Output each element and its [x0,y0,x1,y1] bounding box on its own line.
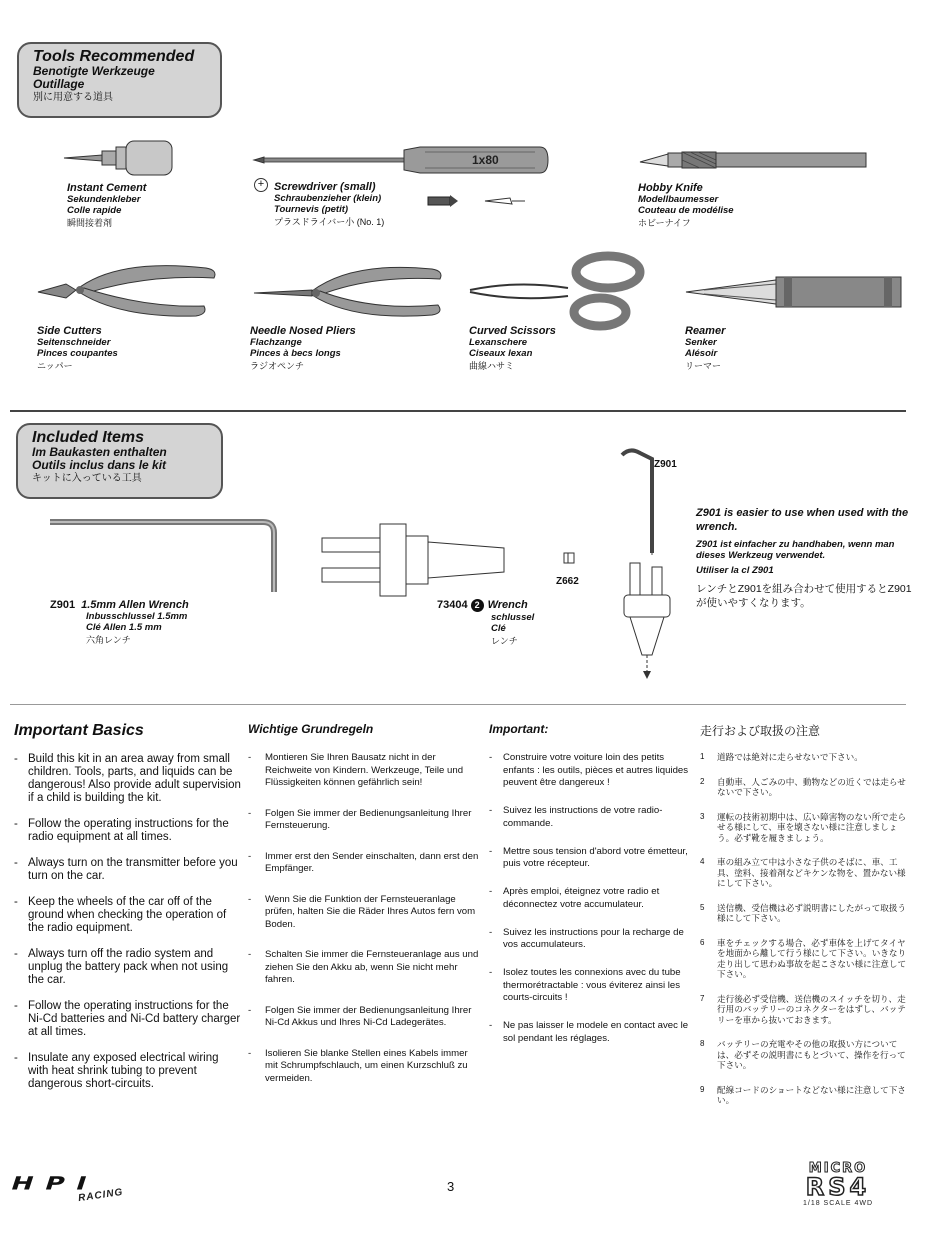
basics-japanese [700,722,910,1120]
list-item: - Wenn Sie die Funktion der Fernsteueranlage prüfen, halten Sie die Räder Ihres Autos fern vom Boden. [248,894,480,932]
basics-list [14,753,242,1091]
instant-cement-illustration [62,138,177,180]
item-name-jp: 六角レンチ [86,635,131,645]
tool-name-jp: 曲線ハサミ [469,361,515,371]
tool-name-de: Sekundenkleber [67,194,141,205]
list-item: - Montieren Sie Ihren Bausatz nicht in der Reichweite von Kindern. Werkzeuge, Teile und Flüssigkeiten können gefährlich sein! [248,752,480,790]
tool-name: Hobby Knife [638,182,703,194]
part-number: Z901 [50,599,76,611]
tool-name-fr: Pinces à becs longs [250,348,341,359]
tool-name-de: Modellbaumesser [638,194,719,205]
tool-name-fr: Alésoir [685,348,718,359]
z662-label: Z662 [556,576,579,587]
note-de: Z901 ist einfacher zu handhaben, wenn man dieses Werkzeug verwendet. [696,539,895,561]
item-name-jp: レンチ [491,636,518,646]
list-item: - Suivez les instructions de votre radio-commande. [489,805,689,830]
tool-instant-cement [67,182,146,229]
list-item: - Suivez les instructions pour la recharge de vos accumulateurs. [489,927,689,952]
list-item: - Folgen Sie immer der Bedienungsanleitung Ihrer Ni-Cd Akkus und Ihres Ni-Cd Ladegerätes. [248,1005,480,1030]
basics-english [14,722,242,1104]
model-code-text: RS4 [805,1173,871,1201]
list-item: - Construire votre voiture loin des petits enfants : les outils, pièces et autres liquides peuvent être dangereux ! [489,752,689,790]
tools-header-jp: 別に用意する道具 [33,92,113,103]
list-item: 5 送信機、受信機は必ず説明書にしたがって取扱う様にして下さい。 [700,903,910,924]
list-item: 8 バッテリーの充電やその他の取扱い方については、必ずその説明書にもとづいて、操作を行って下さい。 [700,1039,910,1071]
needle-nose-pliers-illustration [252,257,447,327]
basics-german [248,722,480,1103]
basics-list [489,752,689,1045]
item-name-fr: Clé Allen 1.5 mm [86,622,162,633]
list-item: - Always turn off the radio system and unplug the battery pack when not using the car. [14,948,242,987]
assembly-illustration [612,445,692,680]
item-name: 1.5mm Allen Wrench [81,599,189,611]
list-item: 9 配線コードのショートなどない様に注意して下さい。 [700,1085,910,1106]
included-header [16,423,223,499]
tools-header-title: Tools Recommended [33,48,195,65]
z901-assembly-label: Z901 [654,459,677,470]
tool-name-de: Seitenschneider [37,337,111,348]
tool-name: Reamer [685,325,726,337]
list-item: - Build this kit in an area away from small children. Tools, parts, and liquids can be dangerous! Also provide adult supervision if a child is building the kit. [14,753,242,805]
tool-curved-scissors [469,325,556,372]
list-item: - Isolez toutes les connexions avec du tube thermorétractable : vous éviterez ainsi les courts-circuits ! [489,967,689,1005]
section-divider [10,410,906,412]
tool-side-cutters [37,325,118,372]
list-item: - Mettre sous tension d'abord votre émetteur, puis votre récepteur. [489,846,689,871]
list-item: 7 走行後必ず受信機、送信機のスイッチを切り、走行用のバッテリーのコネクターをはずし、バッテリーを車から抜いておきます。 [700,994,910,1026]
tool-name-jp: ニッパー [37,361,73,371]
wrench-illustration [318,520,508,600]
hpi-logo-text: HPI [8,1173,102,1195]
part-number: 73404 [437,599,468,611]
included-allen-wrench [50,599,189,646]
tool-name-jp: リーマー [685,361,722,371]
tool-name-jp: 瞬間接着剤 [67,218,113,228]
tool-name: Curved Scissors [469,325,556,337]
z662-part-illustration [562,551,576,565]
list-item: - Follow the operating instructions for the Ni-Cd batteries and Ni-Cd battery charger at all times. [14,1000,242,1039]
tool-hobby-knife [638,182,734,229]
tool-name-de: Flachzange [250,337,302,348]
tool-name-de: Schraubenzieher (klein) [274,193,382,204]
tool-name-de: Lexanschere [469,337,528,348]
list-item: - Insulate any exposed electrical wiring with heat shrink tubing to prevent dangerous short-circuits. [14,1052,242,1091]
list-item: 4 車の組み立て中は小さな子供のそばに、車、工具、塗料、接着剤などキケンな物を、置かない様にして下さい。 [700,857,910,889]
hobby-knife-illustration [638,148,870,172]
list-item: - Schalten Sie immer die Fernsteueranlage aus und ziehen Sie den Akku ab, wenn Sie nicht mehr fahren. [248,949,480,987]
tool-name-jp: ラジオペンチ [250,361,305,371]
included-header-jp: キットに入っている工具 [32,473,142,484]
tool-name-fr: Tournevis (petit) [274,204,349,215]
included-header-de: Im Baukasten enthalten [32,445,167,459]
model-micro-text: MICRO [808,1161,868,1176]
tool-name: Needle Nosed Pliers [250,325,356,337]
z901-usage-note [696,506,916,610]
basics-title: 走行および取扱の注意 [700,724,821,738]
allen-wrench-illustration [48,516,283,596]
tool-needle-nose-pliers [250,325,356,372]
tool-name-fr: Colle rapide [67,205,122,216]
tools-header [17,42,222,118]
section-divider [10,704,906,705]
item-name-de: schlussel [491,612,535,623]
included-header-fr: Outils inclus dans le kit [32,458,167,472]
list-item: 2 自動車、人ごみの中、動物などの近くでは走らせないで下さい。 [700,777,910,798]
tool-name-fr: Ciseaux lexan [469,348,533,359]
basics-title: Wichtige Grundregeln [248,722,374,736]
list-item: - Follow the operating instructions for the radio equipment at all times. [14,818,242,844]
included-header-title: Included Items [32,429,145,446]
basics-title: Important: [489,722,549,736]
tool-name-fr: Pinces coupantes [37,348,118,359]
reamer-illustration [684,274,906,310]
included-wrench [437,599,534,647]
quantity-badge: 2 [471,599,484,612]
basics-title: Important Basics [14,722,144,739]
list-item: - Always turn on the transmitter before you turn on the car. [14,857,242,883]
racing-logo-text: RACING [77,1186,124,1205]
tool-name-de: Senker [685,337,717,348]
list-item: - Folgen Sie immer der Bedienungsanleitung Ihrer Fernsteuerung. [248,808,480,833]
list-item: - Isolieren Sie blanke Stellen eines Kabels immer mit Schrumpfschlauch, um einen Kurzschluß zu vermeiden. [248,1048,480,1086]
item-name-fr: Clé [491,623,506,634]
phillips-icon: + [254,178,268,192]
screwdriver-marking: 1x80 [472,153,499,167]
list-item: 6 車をチェックする場合、必ず車体を上げてタイヤを地面から離して行う様にして下さい。いきなり走り出して思わぬ事故を起こさない様に注意して下さい。 [700,938,910,980]
item-name-de: Inbusschlussel 1.5mm [86,611,188,622]
item-name: Wrench [487,599,528,611]
basics-french [489,722,689,1061]
note-jp: レンチとZ901を組み合わせて使用するとZ901が使いやすくなります。 [696,583,912,609]
list-item: - Immer erst den Sender einschalten, dann erst den Empfänger. [248,851,480,876]
tool-name-jp: プラスドライバー小 (No. 1) [274,217,385,227]
basics-list [248,752,480,1085]
curved-scissors-illustration [468,250,648,332]
tools-header-fr: Outillage [33,77,85,91]
side-cutters-illustration [36,256,226,326]
note-fr: Utiliser la cl Z901 [696,565,774,576]
page-number: 3 [447,1179,455,1194]
tool-name: Instant Cement [67,182,147,194]
list-item: - Keep the wheels of the car off of the ground when checking the operation of the radio equipment. [14,896,242,935]
tool-reamer [685,325,725,372]
tool-screwdriver [274,181,384,228]
note-en: Z901 is easier to use when used with the wrench. [696,507,909,533]
list-item: 1 道路では絶対に走らせないで下さい。 [700,752,910,763]
tool-name-fr: Couteau de modélise [638,205,734,216]
model-scale-text: 1/18 SCALE 4WD [802,1200,874,1207]
list-item: 3 運転の技術初期中は、広い障害物のない所で走らせる様にして、車を壊さない様に注意しましょう。必ず靴を履きましょう。 [700,812,910,844]
list-item: - Ne pas laisser le modele en contact avec le sol pendant les réglages. [489,1020,689,1045]
tool-name: Screwdriver (small) [274,181,376,193]
micro-rs4-logo [782,1162,894,1212]
tools-header-de: Benotigte Werkzeuge [33,64,155,78]
list-item: - Après emploi, éteignez votre radio et déconnectez votre accumulateur. [489,886,689,911]
hpi-racing-logo [8,1173,140,1208]
basics-list [700,752,910,1106]
tool-name: Side Cutters [37,325,102,337]
tool-name-jp: ホビーナイフ [638,218,691,228]
